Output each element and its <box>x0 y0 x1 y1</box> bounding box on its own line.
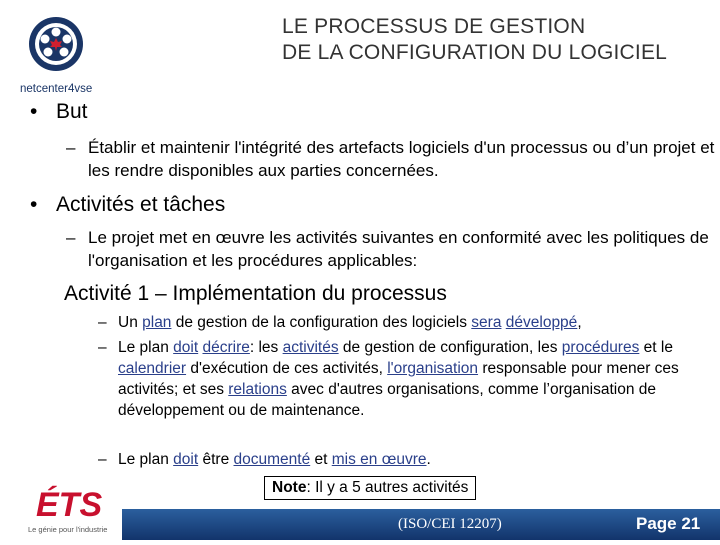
text-run: de gestion de configuration, les <box>338 339 562 356</box>
term-decrire: décrire <box>202 339 250 356</box>
term-sera: sera <box>471 314 502 331</box>
text-run: : les <box>249 339 283 356</box>
dash-icon: – <box>98 339 107 356</box>
text-run: . <box>426 451 431 468</box>
activity-item-3-text <box>98 449 698 470</box>
text-run: responsable pour mener ces activités; et ses <box>118 360 679 398</box>
sub-bullet-activites-text: Le projet met en œuvre les activités suivantes en conformité avec les politiques de l'organisation et les procédures applicables: <box>88 228 709 270</box>
dash-icon: – <box>98 451 107 468</box>
activity-item-3 <box>98 449 698 470</box>
term-relations: relations <box>228 381 287 398</box>
term-doit: doit <box>173 451 199 468</box>
sub-bullet-but <box>66 136 716 182</box>
term-plan: plan <box>142 314 172 331</box>
ets-tagline: Le génie pour l'industrie <box>28 525 108 534</box>
bullet-but-label: But <box>56 100 88 123</box>
bullet-dot-icon: • <box>30 193 38 216</box>
dash-icon: – <box>98 314 107 331</box>
text-run: , <box>577 314 582 331</box>
term-developpe: développé <box>505 314 578 331</box>
term-activites: activités <box>282 339 339 356</box>
ets-logo-text: ÉTS <box>36 486 103 524</box>
note-label: Note <box>272 479 307 496</box>
logo-text: netcenter4vse <box>20 83 93 95</box>
netcenter-logo-icon <box>18 14 128 96</box>
text-run: Le plan <box>118 451 174 468</box>
title-line-2: DE LA CONFIGURATION DU LOGICIEL <box>282 41 668 64</box>
note-box <box>264 476 476 500</box>
bullet-activites-label: Activités et tâches <box>56 193 226 216</box>
text-run: Un <box>118 314 143 331</box>
activity-heading: Activité 1 – Implémentation du processus <box>64 282 447 305</box>
page-number: Page 21 <box>636 514 701 533</box>
dash-icon: – <box>66 138 76 157</box>
ets-logo <box>22 480 122 540</box>
activity-item-2-text <box>98 337 698 421</box>
term-organisation: l'organisation <box>387 360 479 377</box>
text-run: de gestion de la configuration des logiciels <box>171 314 472 331</box>
term-calendrier: calendrier <box>118 360 187 377</box>
bullet-dot-icon: • <box>30 100 38 123</box>
text-run: et le <box>639 339 673 356</box>
ets-logo-icon <box>22 480 122 540</box>
term-documente: documenté <box>233 451 311 468</box>
text-run: avec d'autres organisations, comme l’organisation de développement ou de maintenance. <box>118 381 656 419</box>
activity-item-1-text <box>98 312 698 333</box>
text-run: être <box>198 451 234 468</box>
activity-item-2 <box>98 337 698 421</box>
note-text: : Il y a 5 autres activités <box>306 479 469 496</box>
netcenter-logo <box>18 14 128 96</box>
term-doit: doit <box>173 339 199 356</box>
title-line-1: LE PROCESSUS DE GESTION <box>282 15 586 38</box>
text-run: et <box>310 451 332 468</box>
activity-item-1 <box>98 312 698 333</box>
sub-bullet-but-text: Établir et maintenir l'intégrité des artefacts logiciels d'un processus ou d’un projet et les rendre disponibles aux parties concernées. <box>88 138 715 180</box>
term-mis-en-oeuvre: mis en œuvre <box>331 451 427 468</box>
standard-reference: (ISO/CEI 12207) <box>398 516 502 532</box>
term-procedures: procédures <box>561 339 640 356</box>
text-run: d'exécution de ces activités, <box>186 360 388 377</box>
slide-title <box>282 14 667 66</box>
sub-bullet-activites <box>66 226 716 272</box>
text-run: Le plan <box>118 339 174 356</box>
dash-icon: – <box>66 228 76 247</box>
